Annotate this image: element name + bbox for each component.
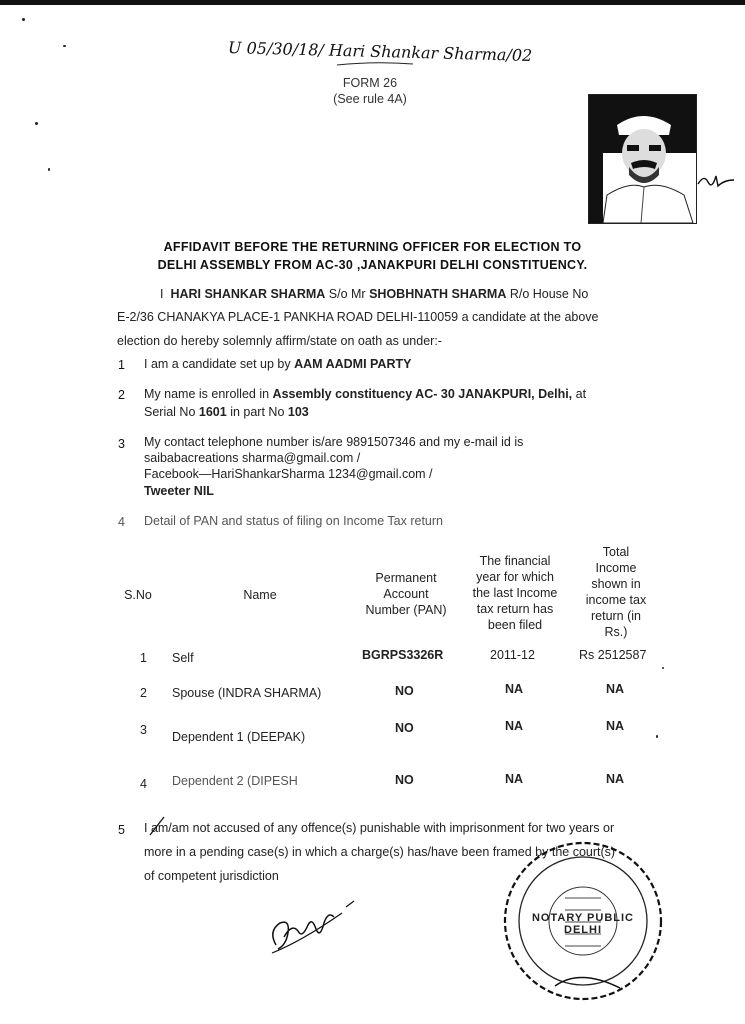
header-income-line: Total	[602, 545, 630, 559]
notary-stamp	[500, 838, 666, 1004]
intro-pronoun: I	[160, 287, 164, 301]
cell-name: Self	[172, 651, 194, 665]
header-year-line: year for which	[476, 570, 554, 584]
cell-sno: 4	[140, 777, 147, 791]
handwritten-underline	[335, 60, 415, 68]
scan-speck	[656, 735, 658, 738]
header-year-line: been filed	[487, 618, 543, 632]
item-2-number: 2	[118, 388, 125, 402]
scan-speck	[48, 168, 50, 171]
item-1-number: 1	[118, 358, 125, 372]
header-pan-line: Number (PAN)	[365, 603, 447, 617]
intro-line3: election do hereby solemnly affirm/state on oath as under:-	[117, 334, 442, 348]
scan-speck	[35, 122, 38, 125]
cell-pan: NO	[395, 773, 414, 787]
serial-number: 1601	[198, 405, 227, 419]
scan-border	[0, 0, 745, 5]
header-income-line: income tax	[585, 593, 647, 607]
item-2-label: My name is enrolled in	[144, 387, 270, 401]
header-income-line: shown in	[591, 577, 641, 591]
cell-year: NA	[505, 682, 524, 696]
photo-signature	[696, 166, 736, 196]
item-2-at: at	[575, 387, 587, 401]
header-income-line: Rs.)	[604, 625, 628, 639]
cell-income: NA	[606, 719, 625, 733]
item-1-label: I am a candidate set up by	[144, 357, 291, 371]
item-5-line2: more in a pending case(s) in which a charge(s) has/have been framed by the court(s)	[144, 845, 616, 859]
item-3-line2: saibabacreations sharma@gmail.com /	[144, 451, 361, 465]
cell-name: Dependent 2 (DIPESH	[172, 774, 298, 788]
cell-income: NA	[606, 772, 625, 786]
item-3-line3: Facebook—HariShankarSharma 1234@gmail.com /	[144, 467, 433, 481]
scan-speck	[63, 45, 66, 47]
item-4-number: 4	[118, 515, 125, 529]
part-number: 103	[287, 405, 309, 419]
handwritten-reference: U 05/30/18/ Hari Shankar Sharma/02	[227, 38, 533, 65]
header-sno: S.No	[124, 588, 152, 602]
cell-income: Rs 2512587	[579, 648, 647, 662]
header-income-line: return (in	[590, 609, 642, 623]
header-pan-line: Permanent	[375, 571, 437, 585]
cell-year: 2011-12	[490, 648, 535, 662]
candidate-photo	[588, 94, 697, 224]
scan-speck	[22, 18, 25, 21]
deponent-signature	[262, 893, 362, 963]
item-2-line2	[144, 405, 309, 419]
header-total-income	[575, 544, 657, 640]
header-year-line: the last Income	[472, 586, 558, 600]
header-year-line: The financial	[479, 554, 551, 568]
cell-income: NA	[606, 682, 625, 696]
party-name: AAM AADMI PARTY	[294, 357, 412, 371]
cell-name: Dependent 1 (DEEPAK)	[172, 730, 306, 744]
scan-speck	[662, 667, 664, 669]
cell-year: NA	[505, 772, 524, 786]
candidate-name: HARI SHANKAR SHARMA	[170, 287, 326, 301]
intro-line1	[160, 287, 588, 301]
father-name: SHOBHNATH SHARMA	[369, 287, 507, 301]
header-financial-year	[462, 553, 568, 633]
cell-pan: NO	[395, 721, 414, 735]
item-5-line1: I am/am not accused of any offence(s) punishable with imprisonment for two years or	[144, 821, 615, 835]
affidavit-title-line1: AFFIDAVIT BEFORE THE RETURNING OFFICER FOR ELECTION TO	[163, 240, 582, 254]
item-2-line1	[144, 387, 586, 401]
cell-sno: 1	[140, 651, 147, 665]
item-5-line3: of competent jurisdiction	[144, 869, 279, 883]
header-year-line: tax return has	[476, 602, 554, 616]
item-3-line1: My contact telephone number is/are 9891507346 and my e-mail id is	[144, 435, 524, 449]
intro-line2: E-2/36 CHANAKYA PLACE-1 PANKHA ROAD DELHI-110059 a candidate at the above	[117, 310, 599, 324]
stamp-label: NOTARY PUBLIC DELHI	[531, 912, 635, 936]
strike-mark	[148, 815, 168, 837]
item-5-number: 5	[118, 823, 125, 837]
intro-relation: S/o Mr	[328, 287, 366, 301]
form-rule: (See rule 4A)	[333, 92, 407, 106]
intro-residence: R/o House No	[509, 287, 589, 301]
cell-year: NA	[505, 719, 524, 733]
affidavit-title-line2: DELHI ASSEMBLY FROM AC-30 ,JANAKPURI DELHI CONSTITUENCY.	[157, 258, 588, 272]
form-name: FORM 26	[342, 76, 398, 90]
header-pan-line: Account	[383, 587, 429, 601]
header-income-line: Income	[595, 561, 637, 575]
header-pan	[352, 570, 460, 618]
item-1-text	[144, 357, 411, 371]
cell-pan: BGRPS3326R	[362, 648, 444, 662]
constituency: Assembly constituency AC- 30 JANAKPURI, Delhi,	[272, 387, 573, 401]
item-3-line4: Tweeter NIL	[144, 484, 214, 498]
header-name: Name	[243, 588, 277, 602]
serial-label: Serial No	[144, 405, 196, 419]
cell-sno: 2	[140, 686, 147, 700]
item-3-number: 3	[118, 437, 125, 451]
cell-pan: NO	[395, 684, 414, 698]
cell-name: Spouse (INDRA SHARMA)	[172, 686, 322, 700]
item-4-text: Detail of PAN and status of filing on Income Tax return	[144, 514, 443, 528]
cell-sno: 3	[140, 723, 147, 737]
part-label: in part No	[230, 405, 285, 419]
